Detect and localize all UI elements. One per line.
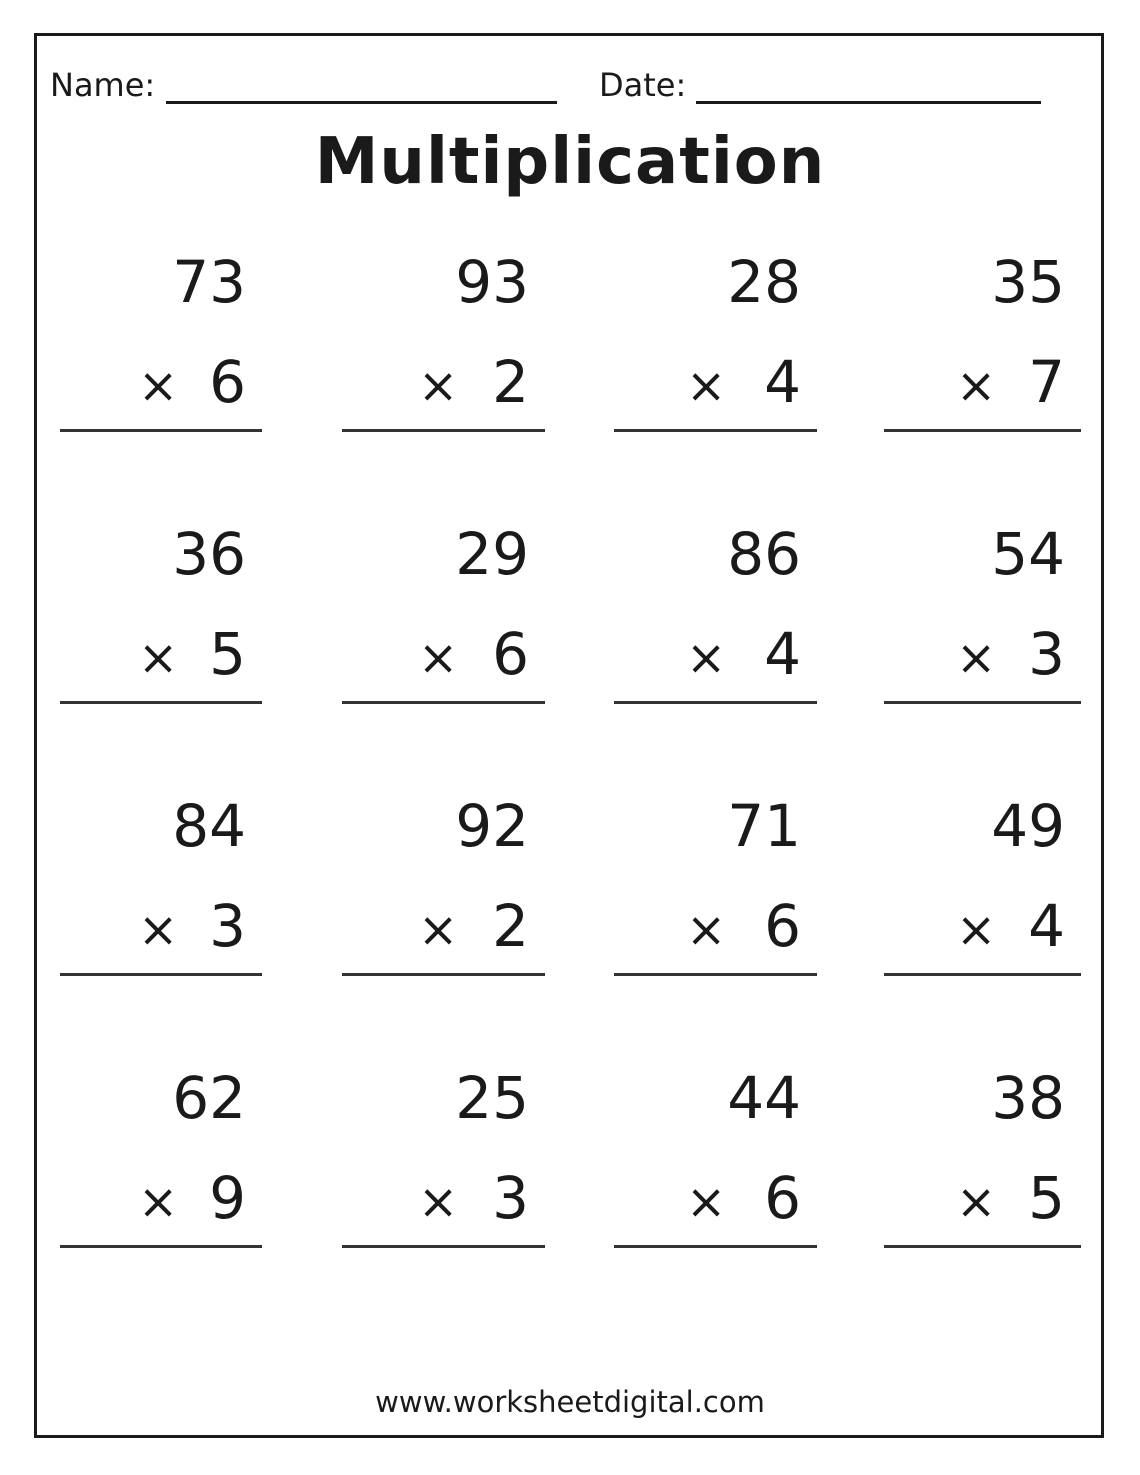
answer-line[interactable] [60, 973, 262, 976]
times-sign: × [686, 358, 727, 414]
multiplicand: 38 [991, 1064, 1065, 1132]
answer-line[interactable] [614, 973, 817, 976]
times-sign: × [956, 1174, 997, 1230]
multiplicand: 36 [172, 520, 246, 588]
multiplicand: 92 [455, 792, 529, 860]
answer-line[interactable] [614, 429, 817, 432]
times-sign: × [138, 358, 179, 414]
times-sign: × [956, 358, 997, 414]
multiplier: 5 [1028, 1164, 1065, 1232]
multiplicand: 86 [727, 520, 801, 588]
times-sign: × [686, 630, 727, 686]
multiplicand: 93 [455, 248, 529, 316]
problem-6 [342, 522, 545, 712]
answer-line[interactable] [342, 973, 545, 976]
answer-line[interactable] [60, 1245, 262, 1248]
multiplicand: 84 [172, 792, 246, 860]
multiplicand: 25 [455, 1064, 529, 1132]
multiplicand: 54 [991, 520, 1065, 588]
answer-line[interactable] [60, 701, 262, 704]
times-sign: × [686, 902, 727, 958]
problem-7 [614, 522, 817, 712]
times-sign: × [418, 902, 459, 958]
problem-16 [884, 1066, 1081, 1256]
multiplicand: 35 [991, 248, 1065, 316]
problem-11 [614, 794, 817, 984]
answer-line[interactable] [884, 701, 1081, 704]
times-sign: × [138, 1174, 179, 1230]
answer-line[interactable] [60, 429, 262, 432]
problem-1 [60, 250, 262, 440]
problem-8 [884, 522, 1081, 712]
problem-3 [614, 250, 817, 440]
times-sign: × [956, 902, 997, 958]
answer-line[interactable] [614, 1245, 817, 1248]
problem-9 [60, 794, 262, 984]
multiplier: 2 [492, 892, 529, 960]
multiplicand: 73 [172, 248, 246, 316]
name-field-line[interactable] [166, 101, 557, 104]
date-field-line[interactable] [696, 101, 1041, 104]
multiplier: 6 [764, 1164, 801, 1232]
answer-line[interactable] [342, 1245, 545, 1248]
multiplier: 4 [764, 620, 801, 688]
multiplier: 4 [1028, 892, 1065, 960]
multiplier: 3 [492, 1164, 529, 1232]
footer-website: www.worksheetdigital.com [375, 1385, 765, 1419]
answer-line[interactable] [884, 973, 1081, 976]
multiplier: 3 [209, 892, 246, 960]
times-sign: × [138, 630, 179, 686]
multiplier: 6 [764, 892, 801, 960]
answer-line[interactable] [342, 429, 545, 432]
times-sign: × [418, 1174, 459, 1230]
times-sign: × [138, 902, 179, 958]
multiplicand: 71 [727, 792, 801, 860]
problem-5 [60, 522, 262, 712]
multiplicand: 49 [991, 792, 1065, 860]
multiplicand: 44 [727, 1064, 801, 1132]
problem-15 [614, 1066, 817, 1256]
multiplier: 2 [492, 348, 529, 416]
multiplicand: 29 [455, 520, 529, 588]
name-label: Name: [50, 66, 156, 104]
times-sign: × [418, 630, 459, 686]
problem-12 [884, 794, 1081, 984]
answer-line[interactable] [884, 1245, 1081, 1248]
problem-13 [60, 1066, 262, 1256]
multiplier: 5 [209, 620, 246, 688]
date-label: Date: [599, 66, 687, 104]
multiplier: 6 [209, 348, 246, 416]
problem-2 [342, 250, 545, 440]
answer-line[interactable] [614, 701, 817, 704]
answer-line[interactable] [884, 429, 1081, 432]
problem-4 [884, 250, 1081, 440]
page-title: Multiplication [314, 125, 826, 199]
multiplier: 3 [1028, 620, 1065, 688]
answer-line[interactable] [342, 701, 545, 704]
times-sign: × [686, 1174, 727, 1230]
times-sign: × [418, 358, 459, 414]
multiplier: 7 [1028, 348, 1065, 416]
multiplicand: 62 [172, 1064, 246, 1132]
problem-10 [342, 794, 545, 984]
multiplier: 9 [209, 1164, 246, 1232]
times-sign: × [956, 630, 997, 686]
multiplier: 4 [764, 348, 801, 416]
multiplicand: 28 [727, 248, 801, 316]
problem-14 [342, 1066, 545, 1256]
multiplier: 6 [492, 620, 529, 688]
